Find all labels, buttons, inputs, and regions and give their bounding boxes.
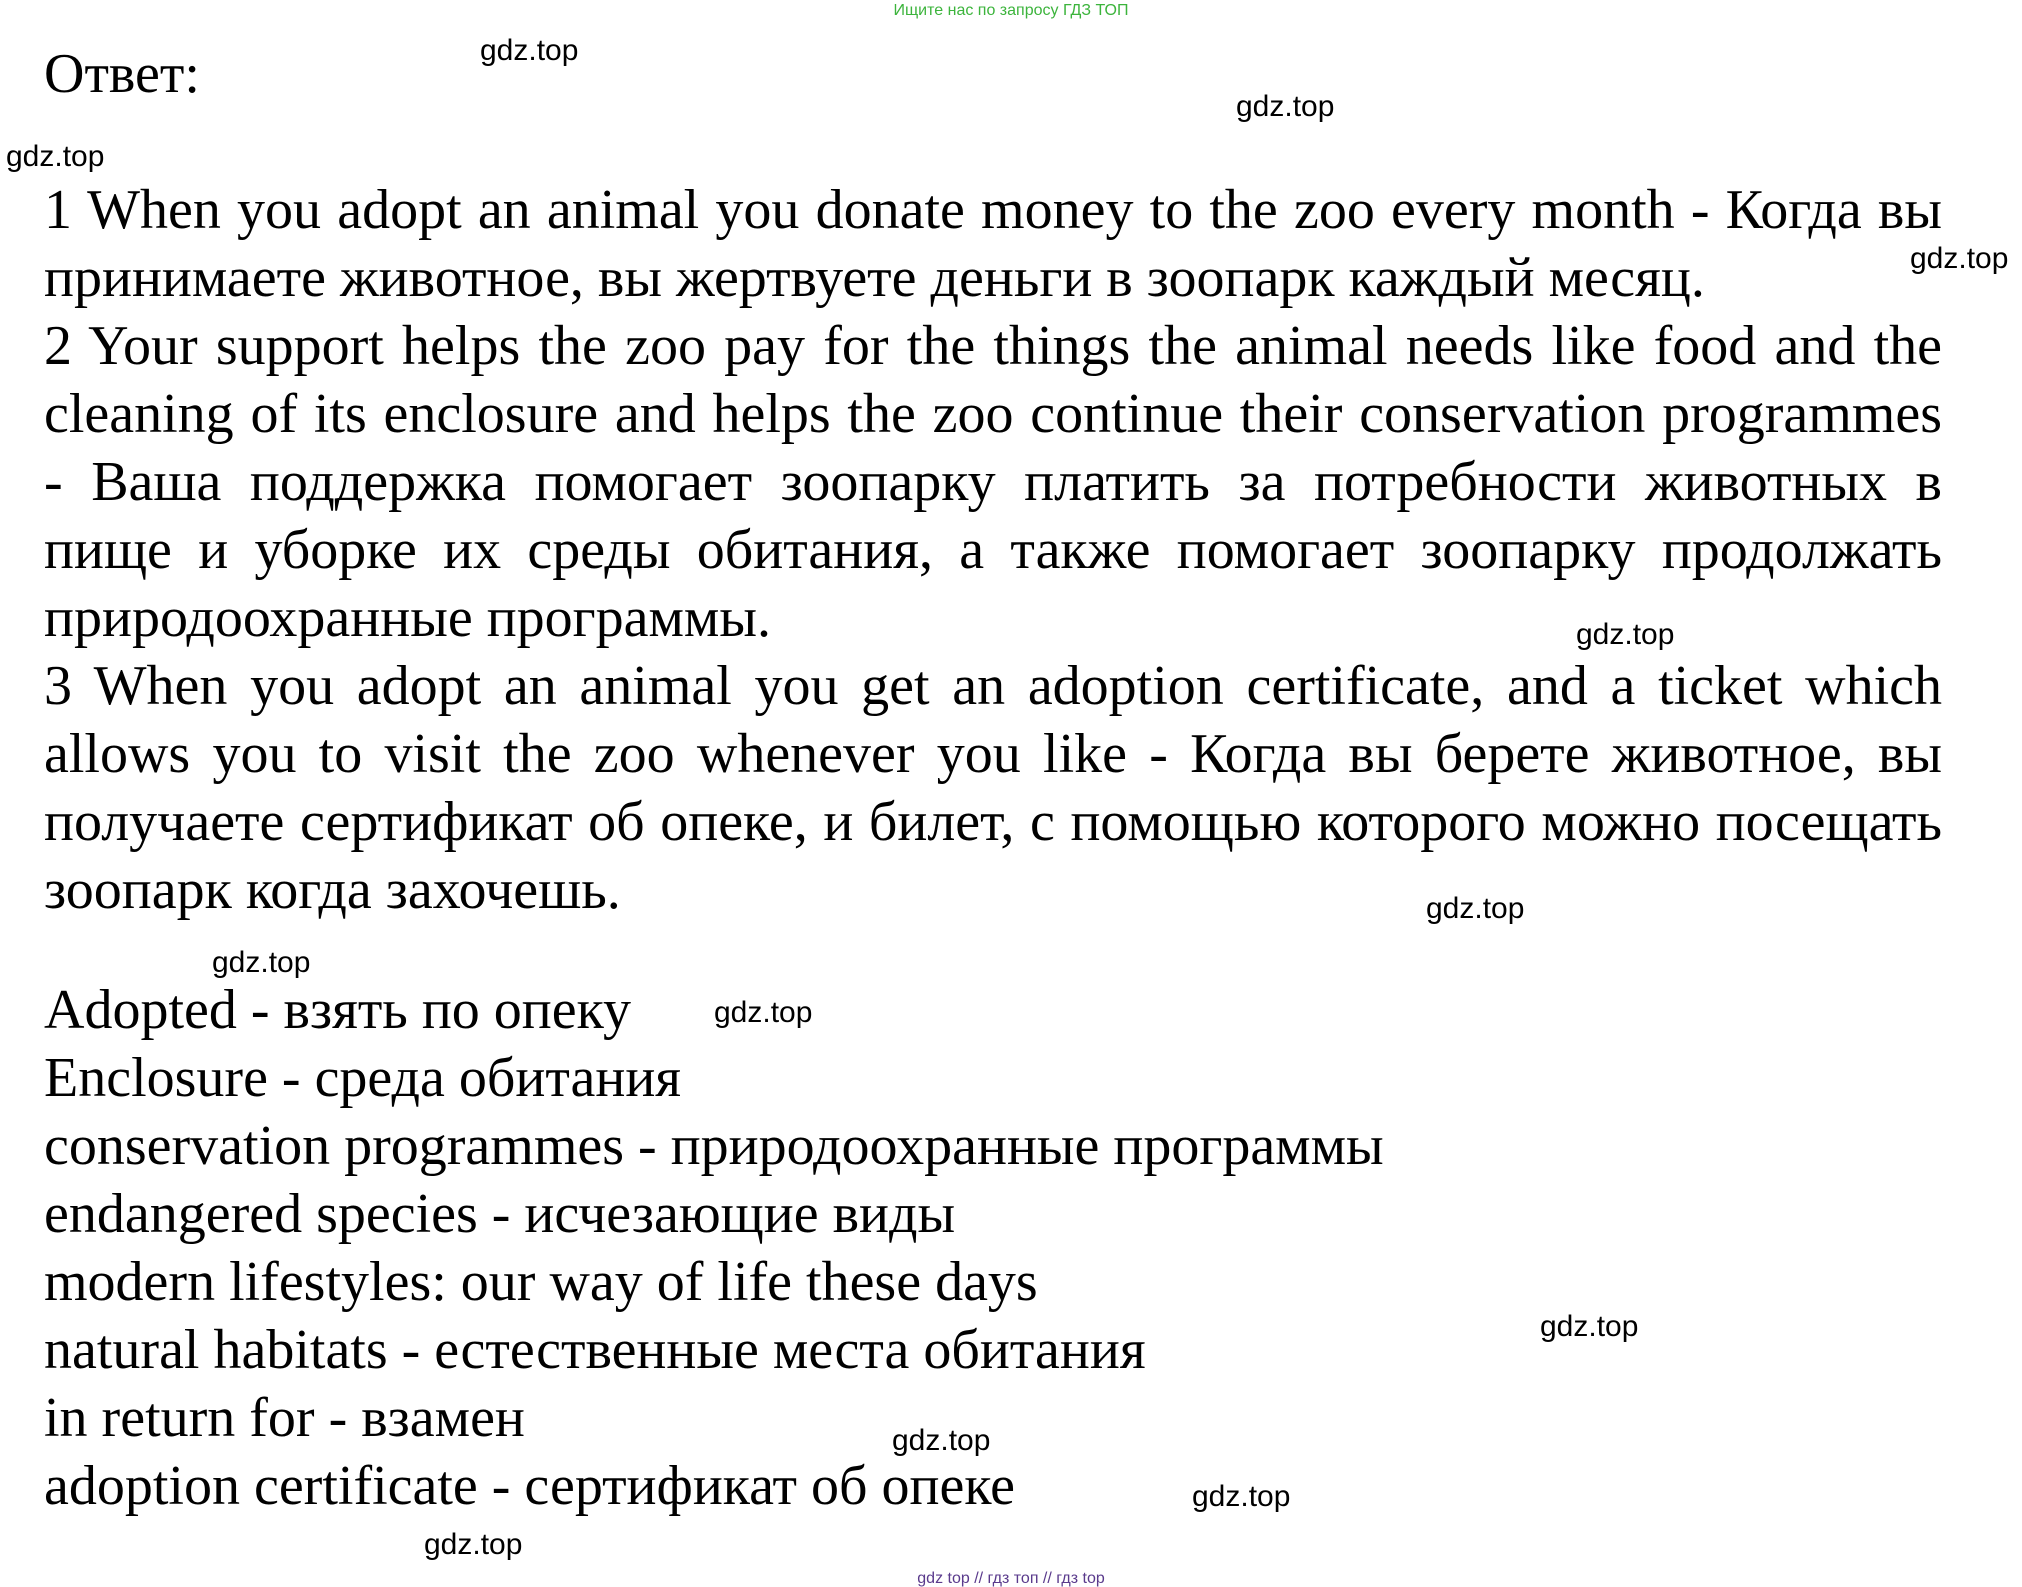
top-banner: Ищите нас по запросу ГДЗ ТОП [893, 2, 1129, 19]
watermark: gdz.top [714, 996, 813, 1029]
answer-heading: Ответ: [44, 43, 200, 105]
watermark: gdz.top [6, 140, 105, 173]
watermark: gdz.top [1576, 618, 1675, 651]
vocabulary-item: in return for - взамен [44, 1387, 525, 1449]
watermark: gdz.top [1910, 242, 2009, 275]
vocabulary-item: natural habitats - естественные места обитания [44, 1319, 1146, 1381]
watermark: gdz.top [212, 946, 311, 979]
watermark: gdz.top [1236, 90, 1335, 123]
answer-content [44, 176, 1942, 1520]
watermark: gdz.top [1540, 1310, 1639, 1343]
answer-paragraph-2: 2 Your support helps the zoo pay for the things the animal needs like food and the cleaning of its enclosure and helps the zoo continue their conservation programmes - Ваша поддержка помогает зоопарку платить за потребности животных в пище и уборке их среды обитания, а также помогает зоопарку продолжать природоохранные программы. [44, 315, 1942, 649]
watermark: gdz.top [1426, 892, 1525, 925]
answer-paragraph-1: 1 When you adopt an animal you donate money to the zoo every month - Когда вы принимаете животное, вы жертвуете деньги в зоопарк каждый месяц. [44, 179, 1942, 309]
vocabulary-item: endangered species - исчезающие виды [44, 1183, 956, 1245]
watermark: gdz.top [480, 34, 579, 67]
footer-links: gdz top // гдз топ // гдз top [917, 1570, 1105, 1587]
vocabulary-list [44, 976, 1942, 1520]
vocabulary-item: modern lifestyles: our way of life these days [44, 1251, 1038, 1313]
vocabulary-item: Enclosure - среда обитания [44, 1047, 682, 1109]
watermark: gdz.top [424, 1528, 523, 1561]
vocabulary-item: conservation programmes - природоохранные программы [44, 1115, 1384, 1177]
watermark: gdz.top [1192, 1480, 1291, 1513]
watermark: gdz.top [892, 1424, 991, 1457]
answer-paragraph-3: 3 When you adopt an animal you get an adoption certificate, and a ticket which allows you to visit the zoo whenever you like - Когда вы берете животное, вы получаете сертификат об опеке, и билет, с помощью которого можно посещать зоопарк когда захочешь. [44, 655, 1942, 921]
vocabulary-item: adoption certificate - сертификат об опеке [44, 1455, 1016, 1517]
vocabulary-item: Adopted - взять по опеку [44, 979, 632, 1041]
